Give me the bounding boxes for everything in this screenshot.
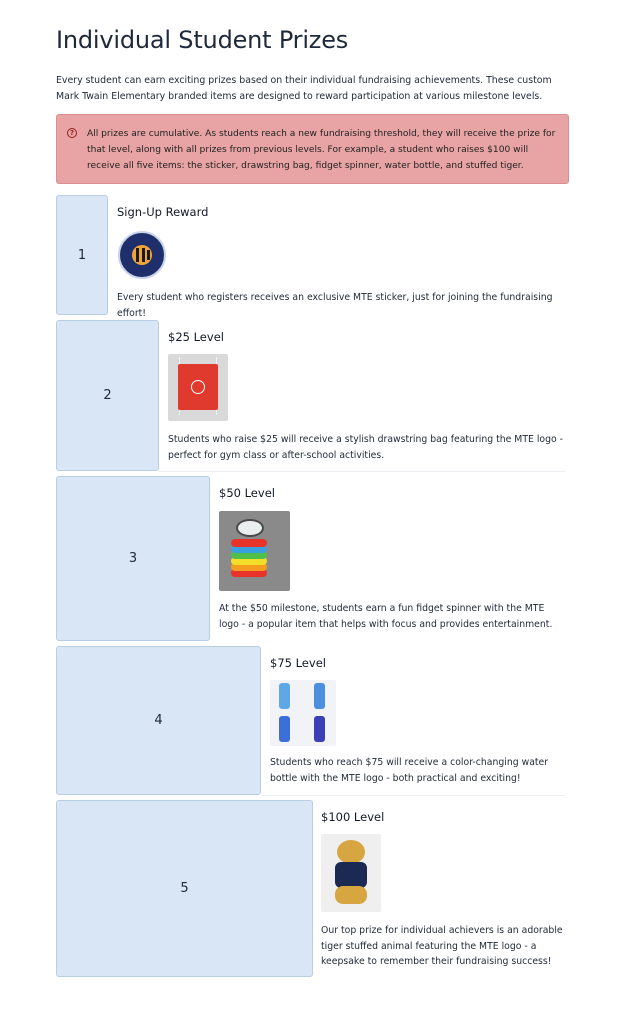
page-title: Individual Student Prizes	[56, 26, 349, 54]
fidget-spinner-image	[219, 511, 290, 591]
water-bottle-image	[270, 680, 336, 746]
step-number: 2	[103, 388, 112, 403]
step-number: 5	[180, 881, 189, 896]
question-circle-icon: ?	[67, 128, 77, 138]
step-title: $100 Level	[321, 810, 385, 824]
divider	[158, 471, 565, 472]
step-number: 4	[154, 713, 163, 728]
step-number-box	[56, 800, 313, 977]
step-title: $25 Level	[168, 330, 224, 344]
step-description: Students who raise $25 will receive a stylish drawstring bag featuring the MTE logo - perfect for gym class or after-school activities.	[168, 434, 564, 461]
cumulative-prizes-alert	[56, 114, 569, 184]
stuffed-tiger-image	[321, 834, 381, 912]
step-number-box	[56, 476, 210, 641]
step-number-box	[56, 195, 108, 315]
step-description: Our top prize for individual achievers is an adorable tiger stuffed animal featuring the MTE logo - a keepsake to remember their fundraising success!	[321, 925, 563, 967]
step-title: $75 Level	[270, 656, 326, 670]
drawstring-bag-image	[168, 354, 228, 421]
step-number-box	[56, 646, 261, 795]
step-description: Students who reach $75 will receive a color-changing water bottle with the MTE logo - both practical and exciting!	[270, 757, 549, 784]
step-description: At the $50 milestone, students earn a fun fidget spinner with the MTE logo - a popular item that helps with focus and provides entertainment.	[219, 603, 553, 630]
intro-text: Every student can earn exciting prizes based on their individual fundraising achievements. These custom Mark Twain Elementary branded items are designed to reward participation at various milestone levels.	[56, 75, 552, 102]
alert-text: All prizes are cumulative. As students reach a new fundraising threshold, they will receive the prize for that level, along with all prizes from previous levels. For example, a student who raises $100 will receive all five items: the sticker, drawstring bag, fidget spinner, water bottle, and stuffed tiger.	[87, 129, 556, 171]
step-title: Sign-Up Reward	[117, 205, 209, 219]
step-description: Every student who registers receives an exclusive MTE sticker, just for joining the fundraising effort!	[117, 292, 553, 319]
step-number: 1	[77, 247, 87, 263]
mte-sticker-image	[118, 231, 166, 279]
step-title: $50 Level	[219, 486, 275, 500]
step-number-box	[56, 320, 159, 471]
step-number: 3	[128, 551, 138, 566]
divider	[261, 795, 565, 796]
